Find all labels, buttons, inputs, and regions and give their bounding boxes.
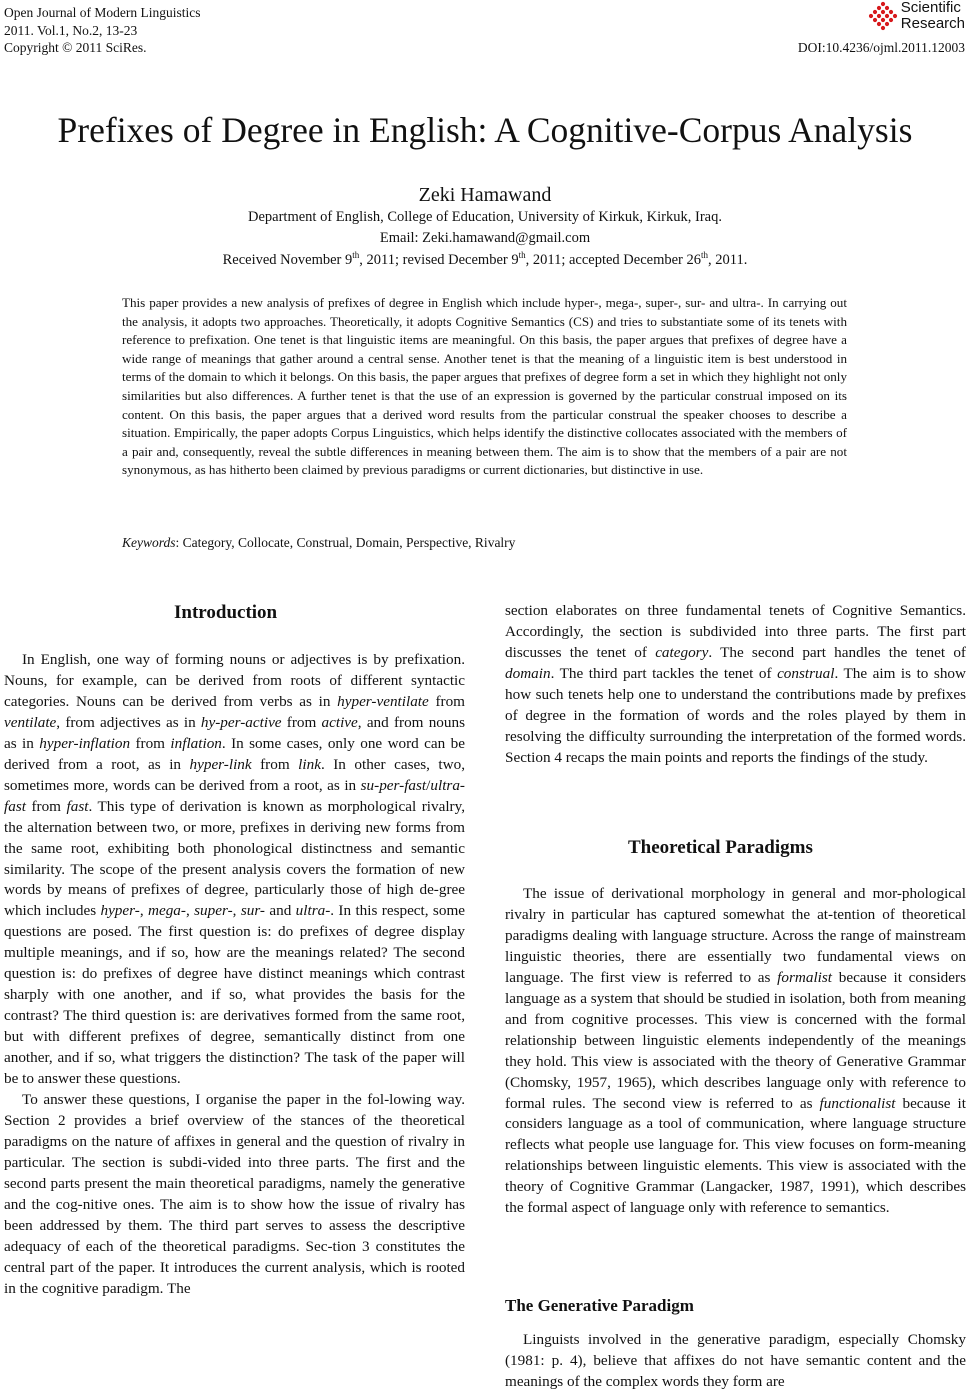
italic-term: construal	[777, 664, 835, 682]
italic-term: inflation	[170, 734, 222, 752]
affiliation: Department of English, College of Education, University of Kirkuk, Kirkuk, Iraq.	[248, 209, 722, 225]
intro-paragraph-2: To answer these questions, I organise the paper in the fol-lowing way. Section 2 provides a brief overview of the stances of the theoretical paradigms on the nature of affixes in general and the question of rivalry in particular. The section is subdi-vided into three parts. The first and the second parts present the main theoretical paradigms, namely the generative and the cog-nitive ones. The aim is to show how the issue of rivalry has been addressed by them. The third part serves to assess the descriptive adequacy of each of the theoretical paradigms. Sec-tion 3 constitutes the central part of the paper. It introduces the current analysis, which is rooted in the cognitive paradigm. The	[4, 1091, 465, 1297]
generative-column	[505, 1330, 966, 1393]
keywords-list: : Category, Collocate, Construal, Domain, Perspective, Rivalry	[175, 535, 516, 550]
publisher-logo	[868, 0, 965, 32]
italic-term: su-per-fast	[360, 776, 427, 794]
intro-paragraph-3: section elaborates on three fundamental tenets of Cognitive Semantics. Accordingly, the section is subdivided into three parts. The first part discusses the tenet of category. The second part handles the tenet of domain. The third part tackles the tenet of construal. The aim is to show how such tenets help one to understand the contributions made by prefixes of degree in the formation of words and the roles played by them in resolving the difficulty surrounding the interpretation of the formed words. Section 4 recaps the main points and reports the findings of the study.	[505, 602, 966, 766]
scientific-research-logo-icon	[868, 1, 898, 31]
italic-term: fast	[66, 797, 89, 815]
italic-term: ultra-	[295, 902, 331, 920]
right-column	[505, 601, 966, 769]
italic-term: link	[298, 755, 321, 773]
italic-term: hyper-link	[189, 755, 252, 773]
copyright: Copyright © 2011 SciRes.	[4, 40, 147, 55]
italic-term: hyper-	[100, 902, 140, 920]
keywords	[122, 535, 847, 551]
italic-term: super-	[194, 902, 233, 920]
publisher-name-line2: Research	[900, 15, 965, 32]
left-column	[4, 650, 465, 1300]
received-dates: Received November 9th, 2011; revised December 9th, 2011; accepted December 26th, 2011.	[222, 250, 748, 268]
journal-header	[4, 4, 200, 57]
italic-term: domain	[505, 664, 551, 682]
italic-term: hy-per-active	[200, 713, 282, 731]
italic-term: formalist	[777, 968, 833, 986]
section-heading-introduction: Introduction	[174, 602, 278, 623]
italic-term: ventilate	[4, 713, 57, 731]
italic-term: category	[655, 643, 709, 661]
journal-name: Open Journal of Modern Linguistics	[4, 5, 201, 20]
email: Email: Zeki.hamawand@gmail.com	[379, 230, 591, 246]
abstract: This paper provides a new analysis of prefixes of degree in English which include hyper-, mega-, super-, sur- and ultra-. In carrying out the analysis, it adopts two approaches. Theoretically, it adopts Cognitive Semantics (CS) and tries to substantiate some of its tenets with reference to prefixation. One tenet is that linguistic items are meaningful. On this basis, the paper argues that prefixes of degree have a wide range of meanings that gather around a central sense. Another tenet is that the meaning of a linguistic item is best understood in terms of the domain to which it belongs. On this basis, the paper argues that prefixes of degree form a set in which they highlight not only similarities but also differences. A further tenet is that the use of an expression is governed by the particular construal imposed on its content. On this basis, the paper argues that a derived word results from the particular construal the speaker chooses to describe a situation. Empirically, the paper adopts Corpus Linguistics, which helps identify the distinctive collocates associated with the members of a pair and, consequently, reveal the subtle differences in meaning between them. The aim is to show that the members of a pair are not synonymous, as has hitherto been claimed by previous paradigms or current dictionaries, but distinctive in use.	[122, 295, 847, 478]
doi: DOI:10.4236/ojml.2011.12003	[797, 40, 965, 55]
italic-term: sur-	[240, 902, 265, 920]
italic-term: hyper-inflation	[39, 734, 131, 752]
generative-paragraph-1: Linguists involved in the generative paradigm, especially Chomsky (1981: p. 4), believe that affixes do not have semantic content and the meanings of the complex words they form are	[505, 1331, 966, 1390]
subsection-heading-generative-paradigm: The Generative Paradigm	[505, 1296, 694, 1315]
theory-paragraph-1: The issue of derivational morphology in general and mor-phological rivalry in particular has captured somewhat the at-tention of theoretical paradigms dealing with language structure. Across the range of mainstream linguistic theories, there are essentially two fundamental views on language. The first view is referred to as formalist because it considers language as a system that should be studied in isolation, both from meaning and from cognitive processes. This view is concerned with the formal relationship between linguistic elements independently of the meanings they hold. This view is associated with the theory of Generative Grammar (Chomsky, 1957, 1965), which describes language only with reference to formal rules. The second view is referred to as functionalist because it considers language as a tool of communication, where language structure reflects what people use language for. This view focuses on form-meaning relationships between linguistic elements. This view is associated with the theory of Cognitive Grammar (Langacker, 1987, 1991), which describes the formal aspect of language only with reference to semantics.	[505, 885, 966, 1217]
journal-volume: 2011. Vol.1, No.2, 13-23	[4, 22, 138, 38]
theory-column	[505, 884, 966, 1219]
author-name: Zeki Hamawand	[418, 184, 552, 206]
italic-term: functionalist	[819, 1094, 896, 1112]
publisher-name-line1: Scientific	[900, 0, 961, 16]
keywords-label: Keywords	[122, 535, 176, 550]
intro-paragraph-1: In English, one way of forming nouns or adjectives is by prefixation. Nouns, for example, can be derived from roots of different syntactic categories. Nouns can be derived from verbs as in hyper-ventilate from ventilate, from adjectives as in hy-per-active from active, and from nouns as in hyper-inflation from inflation. In some cases, only one word can be derived from a root, as in hyper-link from link. In other cases, two, sometimes more, words can be derived from a root, as in su-per-fast/ultra-fast from fast. This type of derivation is known as morphological rivalry, the alternation between two, or more, prefixes in deriving new forms from the same root, exhibiting both phonological distinctness and semantic similarity. The scope of the present analysis covers the formation of new words by means of prefixes of degree, particularly those of high de-gree which includes hyper-, mega-, super-, sur- and ultra-. In this respect, some questions are posed. The first question is: do prefixes of degree display multiple meanings, and if so, how are the meanings related? The second question is: do prefixes of degree have distinct meanings which contrast sharply with one another, and if so, what provides the basis for the contrast? The third question is: are derivatives formed from the same root, but with different prefixes of degree, semantically distinct from one another, and if so, what triggers the distinction? The task of the paper will be to answer these questions.	[4, 651, 465, 1088]
italic-term: mega-	[147, 902, 186, 920]
italic-term: hyper-ventilate	[337, 692, 429, 710]
section-heading-theoretical-paradigms: Theoretical Paradigms	[628, 837, 813, 858]
italic-term: active	[321, 713, 358, 731]
paper-title: Prefixes of Degree in English: A Cognitive-Corpus Analysis	[57, 110, 913, 150]
italic-term: ultra-fast	[4, 776, 465, 815]
